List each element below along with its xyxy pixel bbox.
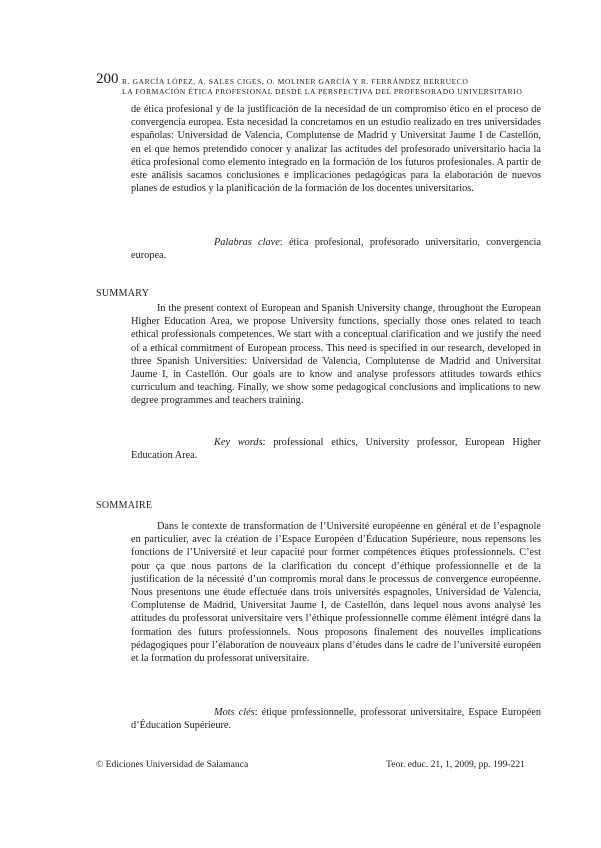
summary-keywords-text: : professional ethics, University professor, European Higher Education Area. (131, 437, 541, 462)
sommaire-keywords-label: Mots clés (214, 707, 255, 718)
resumen-keywords-label: Palabras clave (214, 237, 280, 248)
resumen-continuation: de ética profesional y de la justificación de la necesidad de un compromiso ético en el proceso de convergencia europea. Esta necesidad la concretamos en un estudio realizado en tres universidades españolas: Universidad de Valencia, Complutense de Madrid y Universitat Jaume I de Castellón, en el que hemos pretendido conocer y analizar las actitudes del profesorado universitario hacia la ética profesional como elemento integrado en la formación de los futuros profesionales. A partir de este análisis sacamos conclusiones e implicaciones pedagógicas para la elaboración de nuevos planes de estudios y la planificación de la formación de los docentes universitarios. (131, 104, 541, 195)
running-head-authors: R. GARCÍA LÓPEZ, A. SALES CIGES, O. MOLINER GARCÍA Y R. FERRÁNDEZ BERRUECO (122, 77, 469, 86)
resumen-keywords (131, 236, 541, 262)
summary-heading: SUMMARY (96, 288, 150, 299)
footer-citation: Teor. educ. 21, 1, 2009, pp. 199-221 (386, 759, 525, 770)
running-head (122, 77, 522, 97)
summary-keywords-label: Key words (214, 437, 263, 448)
sommaire-keywords-text: : étique professionnelle, professorat universitaire, Espace Européen d’Éducation Supérieure. (131, 707, 542, 732)
summary-body: In the present context of European and Spanish University change, throughout the European Higher Education Area, we propose University functions, specially those ones related to teach ethical professionals competences. We start with a conceptual clarification and we justify the need of a ethical commitment of European process. This need is specified in our research, developed in three Spanish Universities: Universidad de Valencia, Complutense de Madrid and Universitat Jaume I, in Castellón. Our goals are to know and analyse professors attitudes towards ethics curriculum and teaching. Finally, we show some pedagogical conclusions and implications to new degree programmes and teachers training. (131, 303, 541, 407)
sommaire-heading: SOMMAIRE (96, 500, 153, 511)
page-number: 200 (96, 71, 119, 87)
running-head-title: LA FORMACIÓN ÉTICA PROFESIONAL DESDE LA PERSPECTIVA DEL PROFESORADO UNIVERSITARIO (122, 87, 523, 96)
sommaire-body: Dans le contexte de transformation de l’Université européenne en général et de l’espagnole en particulier, avec la création de l’Espace Européen d’Éducation Supérieure, nous repensons les fonctions de l’Université et leur capacité pour former compétences étiques professionnels. C’est pour ça que nous partons de la clarification du concept d’éthique professionnelle et de la justification de la nécessité d’un compromis moral dans le processus de convergence européenne. Nous presentons une étude effectuée dans trois universités espagnoles, Universidad de Valencia, Complutense de Madrid, Universitat Jaume I, de Castellón, dans lequel nous avons analysé les attitudes du professorat universitaire vers l’éthique professionnelle comme élément intégré dans la formation des futurs professionnels. Nous proposons finalement des nouvelles implications pédagogiques pour l’élaboration de nouveaux plans d’études dans le cadre de l’université européen et la formation du professorat universitaire. (131, 521, 541, 665)
footer-copyright: © Ediciones Universidad de Salamanca (96, 759, 249, 770)
summary-keywords (131, 436, 541, 462)
sommaire-keywords (131, 706, 541, 732)
resumen-keywords-text: : ética profesional, profesorado universitario, convergencia europea. (131, 237, 541, 262)
